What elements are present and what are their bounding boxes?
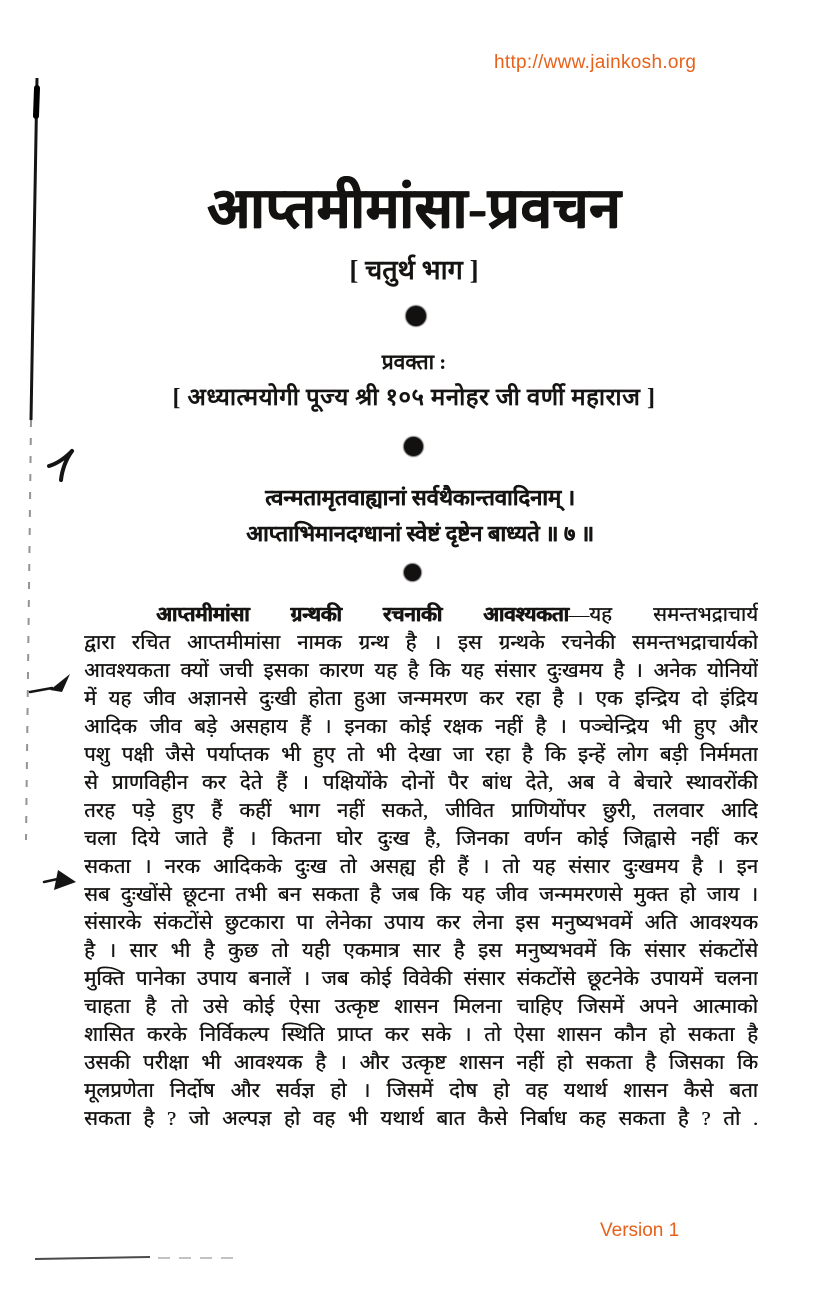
paragraph-line: शासित करके निर्विकल्प स्थिति प्राप्त कर सके । तो ऐसा शासन कौन हो सकता है (84, 1024, 758, 1046)
paragraph-line (84, 601, 758, 629)
paragraph-line: सकता है ? जो अल्पज्ञ हो वह भी यथार्थ बात कैसे निर्बाध कह सकता है ? तो . (84, 1108, 758, 1130)
paragraph-line: संसारके संकटोंसे छुटकारा पा लेनेका उपाय कर लेना इस मनुष्यभवमें अति आवश्यक (84, 912, 758, 934)
paragraph-line: चला दिये जाते हैं । कितना घोर दुःख है, जिनका वर्णन कोई जिह्वासे नहीं कर (84, 828, 758, 850)
bottom-scan-line (35, 1257, 150, 1259)
paragraph-line: आवश्यकता क्यों जची इसका कारण यह है कि यह संसार दुःखमय है । अनेक योनियों (84, 660, 758, 682)
book-title: आप्तमीमांसा-प्रवचन (206, 178, 622, 240)
book-subtitle: [ चतुर्थ भाग ] (349, 255, 479, 285)
paragraph-line: उसकी परीक्षा भी आवश्यक है । और उत्कृष्ट शासन नहीं हो सकता है जिसका कि (84, 1052, 758, 1074)
paragraph-line-text: —यह समन्तभद्राचार्य (568, 604, 758, 626)
website-url: http://www.jainkosh.org (494, 52, 697, 73)
paragraph-line: मूलप्रणेता निर्दोष और सर्वज्ञ हो । जिसमें दोष हो वह यथार्थ शासन कैसे बता (84, 1080, 758, 1102)
version-label: Version 1 (600, 1220, 680, 1241)
paragraph-line: सकता । नरक आदिकके दुःख तो असह्य ही हैं । तो यह संसार दुःखमय है । इन (84, 856, 758, 878)
paragraph-line: है । सार भी है कुछ तो यही एकमात्र सार है इस मनुष्यभवमें कि संसार संकटोंसे (84, 940, 758, 962)
paragraph-line: आदिक जीव बड़े असहाय हैं । इनका कोई रक्षक नहीं है । पञ्चेन्द्रिय भी हुए और (84, 716, 758, 738)
ink-mark (44, 870, 76, 890)
paragraph-line: चाहता है तो उसे कोई ऐसा उत्कृष्ट शासन मिलना चाहिए जिसमें अपने आत्माको (84, 996, 758, 1018)
sanskrit-verse (0, 480, 828, 552)
speaker-name: [ अध्यात्मयोगी पूज्य श्री १०५ मनोहर जी वर्णी महाराज ] (172, 385, 656, 411)
paragraph-line: द्वारा रचित आप्तमीमांसा नामक ग्रन्थ है । इस ग्रन्थके रचनेकी समन्तभद्राचार्यको (84, 632, 758, 654)
body-paragraph (84, 601, 758, 1133)
paragraph-line: सब दुःखोंसे छूटना तभी बन सकता है जब कि यह जीव जन्ममरणसे मुक्त हो जाय । (84, 884, 758, 906)
paragraph-line: से प्राणविहीन कर देते हैं । पक्षियोंके दोनों पैर बांध देते, अब वे बेचारे स्थावरोंकी (84, 772, 758, 794)
verse-line-1: त्वन्मतामृतवाह्यानां सर्वथैकान्तवादिनाम् । (265, 485, 575, 510)
paragraph-line: मुक्ति पानेका उपाय बनालें । जब कोई विवेकी संसार संकटोंसे छूटनेके उपायमें चलना (84, 968, 758, 990)
section-divider-dot (406, 306, 426, 326)
paragraph-line: पशु पक्षी जैसे पर्याप्तक भी हुए तो भी देखा जा रहा है कि इन्हें लोग बड़ी निर्ममता (84, 744, 758, 766)
section-heading: आप्तमीमांसा ग्रन्थकी रचनाकी आवश्यकता (156, 604, 569, 626)
page-edge-line-blob (36, 88, 37, 116)
section-divider-dot (404, 437, 423, 456)
speaker-label: प्रवक्ता : (381, 350, 447, 374)
ink-mark (49, 451, 72, 480)
ink-mark (30, 674, 70, 692)
section-divider-dot (404, 564, 421, 581)
paragraph-line: में यह जीव अज्ञानसे दुःखी होता हुआ जन्ममरण कर रहा है । एक इन्द्रिय दो इंद्रिय (84, 688, 758, 710)
paragraph-line: तरह पड़े हुए हैं कहीं भाग नहीं सकते, जीवित प्राणियोंपर छुरी, तलवार आदि (84, 800, 758, 822)
verse-line-2: आप्ताभिमानदग्धानां स्वेष्टं दृष्टेन बाध्यते ॥ ७ ॥ (246, 521, 594, 546)
